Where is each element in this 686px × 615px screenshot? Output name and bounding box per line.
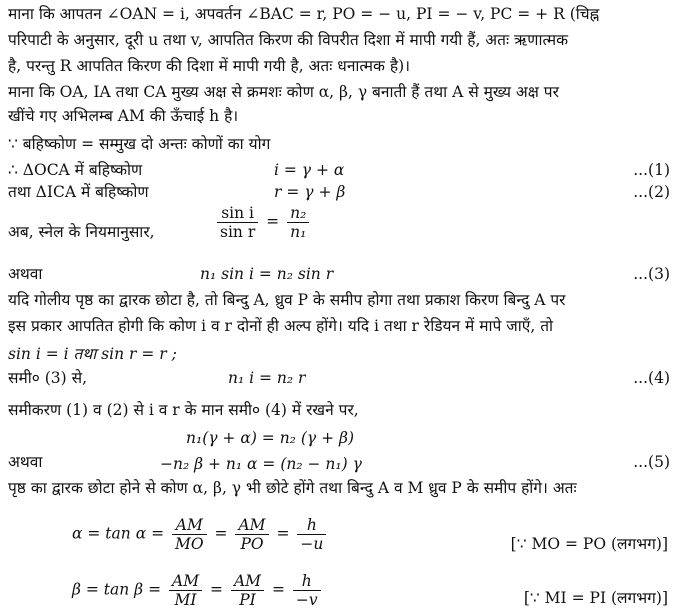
fraction-am-pi — [231, 572, 264, 609]
equals-sign: = — [276, 524, 290, 543]
equation-number-2: ...(2) — [633, 183, 670, 201]
text-line-2: परिपाटी के अनुसार, दूरी u तथा v, आपतित किरण की विपरीत दिशा में मापी गयी हैं, अतः ऋणात्मक — [8, 31, 569, 49]
fraction-numerator: AM — [231, 572, 264, 591]
fraction-h-u — [297, 516, 326, 553]
athva-label-2: अथवा — [8, 453, 43, 471]
beta-lhs: β = tan β = — [72, 580, 162, 599]
equation-4: n₁ i = n₂ r — [228, 369, 306, 387]
fraction-numerator: h — [293, 572, 321, 591]
athva-label-1: अथवा — [8, 265, 43, 283]
fraction-numerator: AM — [169, 572, 202, 591]
fraction-numerator: h — [297, 516, 326, 535]
fraction-numerator: sin i — [217, 204, 258, 223]
text-line-1: माना कि आपतन ∠OAN = i, अपवर्तन ∠BAC = r, PO = − u, PI = − v, PC = + R (चिह्न — [8, 5, 600, 23]
text-line-because: ∵ बहिष्कोण = सम्मुख दो अन्तः कोणों का योग — [8, 135, 271, 153]
equation-1: i = γ + α — [274, 161, 345, 179]
therefore-ext-angle-label: ∴ ΔOCA में बहिष्कोण — [8, 161, 143, 179]
text-line-small-aperture: पृष्ठ का द्वारक छोटा होने से कोण α, β, γ भी छोटे होंगे तथा बिन्दु A व M ध्रुव P के समीप होंगे। अतः — [8, 479, 577, 497]
equals-sign: = — [210, 580, 224, 599]
equation-number-5: ...(5) — [633, 453, 670, 471]
fraction-am-mi — [169, 572, 202, 609]
alpha-lhs: α = tan α = — [72, 524, 165, 543]
equation-number-3: ...(3) — [633, 265, 670, 283]
substituted-equation: n₁(γ + α) = n₂ (γ + β) — [186, 429, 354, 447]
fraction-denominator: PO — [240, 535, 264, 553]
fraction-sin-ratio — [217, 204, 258, 241]
fraction-numerator: AM — [235, 516, 268, 535]
text-line-5: खींचे गए अभिलम्ब AM की ऊँचाई h है। — [8, 107, 239, 125]
equation-5: −n₂ β + n₁ α = (n₂ − n₁) γ — [160, 455, 362, 473]
text-line-small-angles: इस प्रकार आपतित होगी कि कोण i व r दोनों ही अल्प होंगे। यदि i तथा r रेडियन में मापे जाएँ, तो — [8, 317, 554, 335]
fraction-am-po — [235, 516, 268, 553]
alpha-approx-note: [∵ MO = PO (लगभग)] — [510, 535, 668, 553]
snell-law-label: अब, स्नेल के नियमानुसार, — [8, 223, 155, 241]
text-line-substitute: समीकरण (1) व (2) से i व r के मान समी० (4) में रखने पर, — [8, 401, 359, 419]
fraction-denominator: MI — [174, 591, 197, 609]
fraction-am-mo — [172, 516, 207, 553]
text-line-aperture: यदि गोलीय पृष्ठ का द्वारक छोटा है, तो बिन्दु A, ध्रुव P के समीप होगा तथा प्रकाश किरण बिन्दु A पर — [8, 291, 566, 309]
fraction-denominator: −u — [300, 535, 324, 553]
small-angle-approx: sin i = i तथा sin r = r ; — [8, 345, 177, 363]
fraction-numerator: n₂ — [287, 204, 309, 223]
equation-3: n₁ sin i = n₂ sin r — [200, 265, 334, 283]
beta-approx-note: [∵ MI = PI (लगभग)] — [523, 589, 668, 607]
text-line-4: माना कि OA, IA तथा CA मुख्य अक्ष से क्रमशः कोण α, β, γ बनाती हैं तथा A से मुख्य अक्ष पर — [8, 83, 559, 101]
alpha-equation — [72, 516, 329, 553]
and-ext-angle-label: तथा ΔICA में बहिष्कोण — [8, 183, 149, 201]
fraction-denominator: n₁ — [290, 223, 307, 241]
fraction-denominator: −v — [295, 591, 318, 609]
equals-sign: = — [214, 524, 228, 543]
fraction-denominator: sin r — [220, 223, 256, 241]
snell-law-equation — [214, 204, 312, 241]
fraction-index-ratio — [287, 204, 309, 241]
fraction-denominator: MO — [175, 535, 204, 553]
fraction-denominator: PI — [239, 591, 256, 609]
beta-equation — [72, 572, 324, 609]
equation-2: r = γ + β — [274, 183, 346, 201]
fraction-h-v — [293, 572, 321, 609]
equals-sign: = — [266, 212, 280, 231]
fraction-numerator: AM — [172, 516, 207, 535]
from-eq3-label: समी० (3) से, — [8, 369, 88, 387]
equals-sign: = — [271, 580, 285, 599]
equation-number-4: ...(4) — [633, 369, 670, 387]
text-line-3: है, परन्तु R आपतित किरण की दिशा में मापी गयी है, अतः धनात्मक है)। — [8, 57, 411, 75]
equation-number-1: ...(1) — [633, 161, 670, 179]
